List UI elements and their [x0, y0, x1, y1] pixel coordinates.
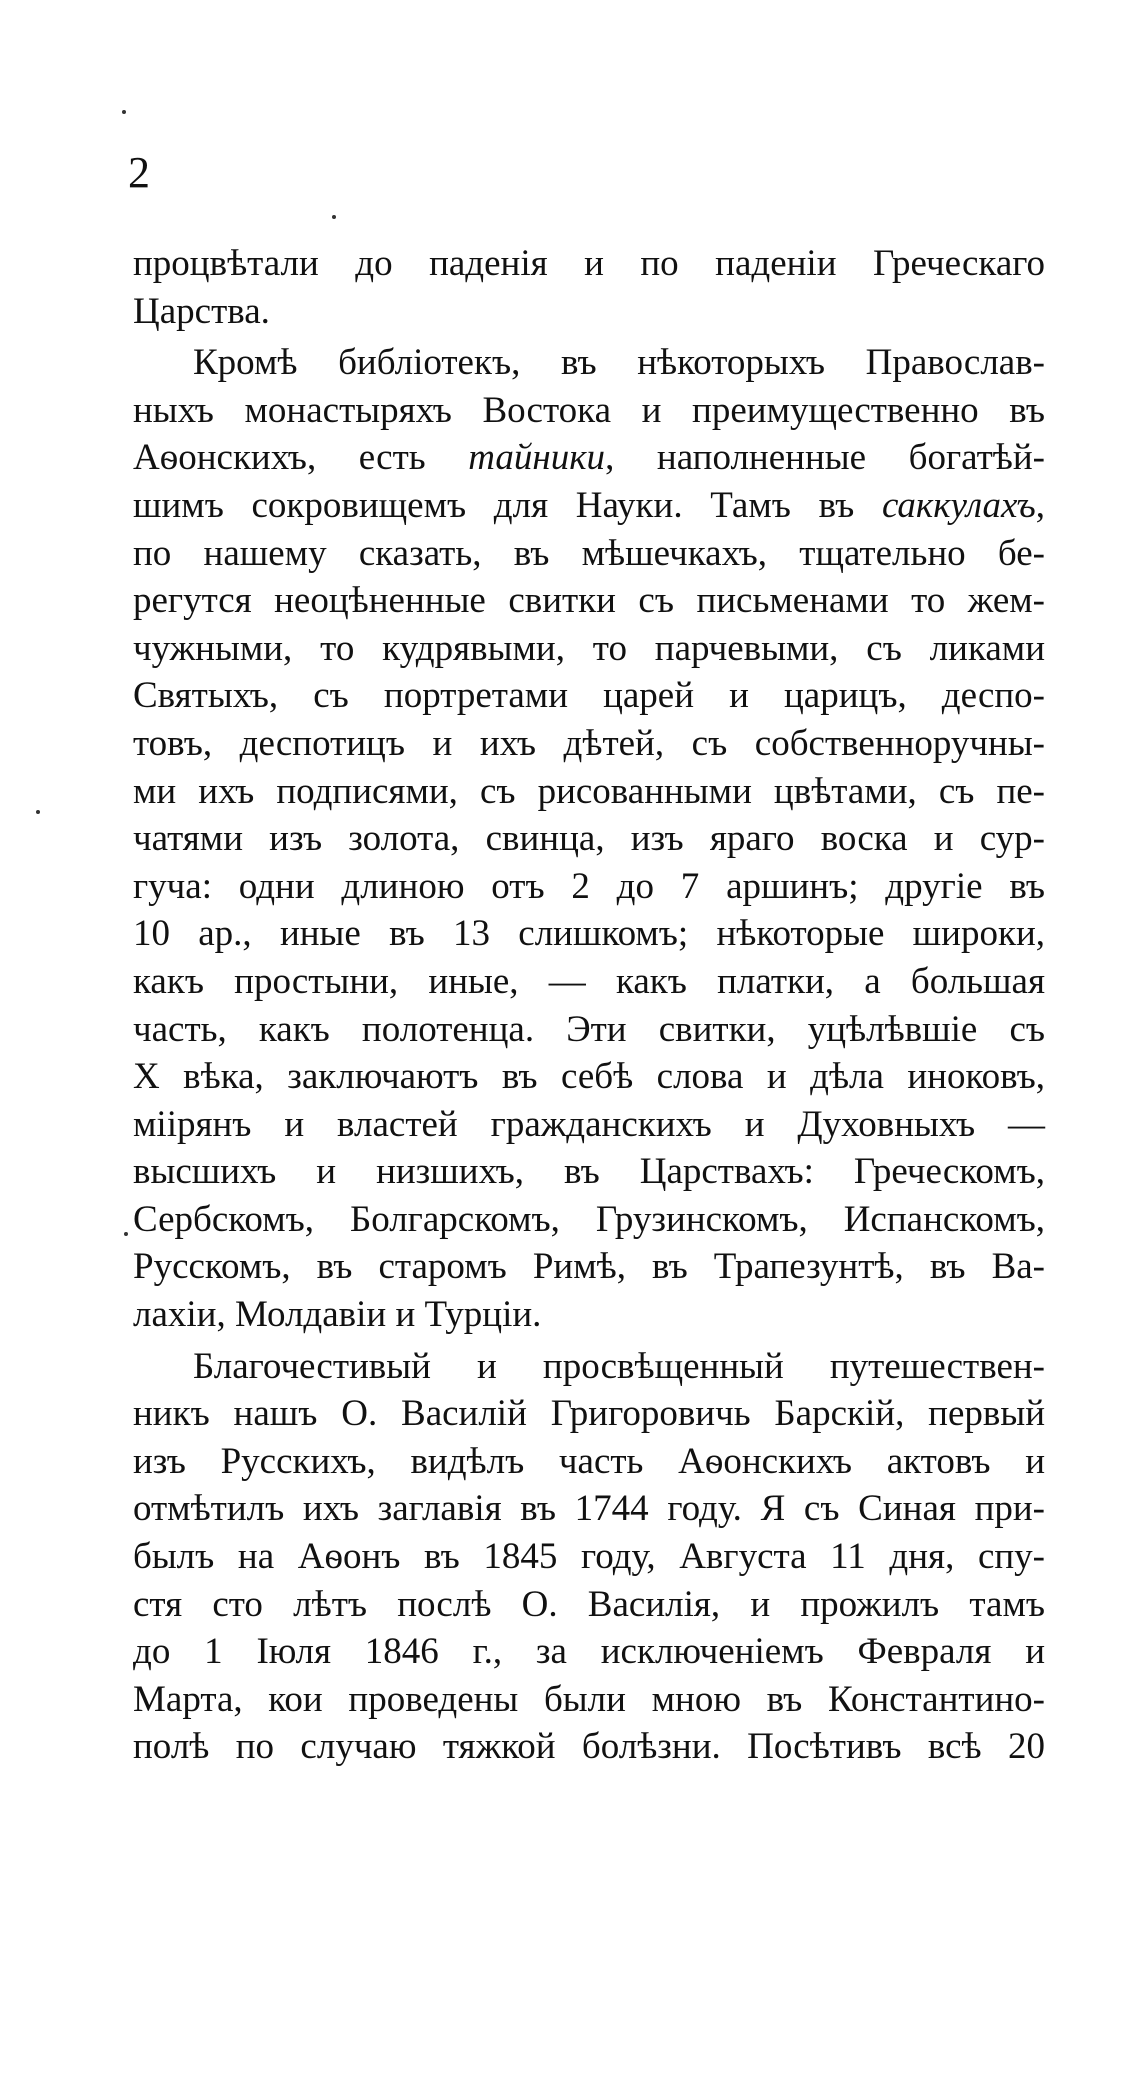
text-line: до 1 Іюля 1846 г., за исключеніемъ Февраля и	[133, 1631, 1045, 1673]
text-fragment: Аѳонскихъ, есть	[133, 437, 426, 479]
text-line: товъ, деспотицъ и ихъ дѣтей, съ собственноручны-	[133, 722, 1045, 764]
text-line: высшихъ и низшихъ, въ Царствахъ: Греческомъ,	[133, 1151, 1045, 1193]
text-line: былъ на Аѳонъ въ 1845 году, Августа 11 дня, спу-	[133, 1536, 1045, 1578]
text-line: изъ Русскихъ, видѣлъ часть Аѳонскихъ актовъ и	[133, 1440, 1045, 1482]
text-line: полѣ по случаю тяжкой болѣзни. Посѣтивъ всѣ 20	[133, 1726, 1045, 1768]
print-speck	[36, 810, 40, 814]
text-line: чатями изъ золота, свинца, изъ яраго воска и сур-	[133, 818, 1045, 860]
text-line: отмѣтилъ ихъ заглавія въ 1744 году. Я съ Синая при-	[133, 1488, 1045, 1530]
page-number: 2	[128, 148, 150, 197]
text-line: какъ простыни, иные, — какъ платки, а большая	[133, 960, 1045, 1002]
italic-term: саккулахъ	[881, 484, 1036, 526]
text-line: Святыхъ, съ портретами царей и царицъ, деспо-	[133, 675, 1045, 717]
print-speck	[122, 110, 126, 114]
text-line: Благочестивый и просвѣщенный путешествен-	[193, 1345, 1045, 1387]
text-line: лахіи, Молдавіи и Турціи.	[133, 1294, 542, 1336]
text-line: процвѣтали до паденія и по паденіи Греческаго	[133, 243, 1045, 284]
text-line: стя сто лѣтъ послѣ О. Василія, и прожилъ тамъ	[133, 1583, 1045, 1625]
text-line: міірянъ и властей гражданскихъ и Духовныхъ —	[133, 1103, 1045, 1145]
text-line: ныхъ монастыряхъ Востока и преимущественно въ	[133, 389, 1045, 431]
text-line	[133, 434, 1045, 482]
italic-term: тайники	[468, 437, 606, 479]
text-line: никъ нашъ О. Василій Григоровичь Барскій, первый	[133, 1393, 1045, 1435]
text-line: регутся неоцѣненные свитки съ письменами то жем-	[133, 580, 1045, 622]
text-line: 10 ар., иные въ 13 слишкомъ; нѣкоторые широки,	[133, 913, 1045, 955]
text-line: Царства.	[133, 290, 270, 332]
print-speck	[332, 215, 336, 219]
text-line	[133, 482, 1045, 530]
text-line: ми ихъ подписями, съ рисованными цвѣтами, съ пе-	[133, 770, 1045, 812]
text-line: Русскомъ, въ старомъ Римѣ, въ Трапезунтѣ, въ Ва-	[133, 1246, 1045, 1288]
text-line: гуча: одни длиною отъ 2 до 7 аршинъ; другіе въ	[133, 865, 1045, 907]
print-speck	[124, 1232, 128, 1236]
text-line: Сербскомъ, Болгарскомъ, Грузинскомъ, Испанскомъ,	[133, 1198, 1045, 1240]
text-line: по нашему сказать, въ мѣшечкахъ, тщательно бе-	[133, 532, 1045, 574]
text-line: чужными, то кудрявыми, то парчевыми, съ ликами	[133, 627, 1045, 669]
text-line: часть, какъ полотенца. Эти свитки, уцѣлѣвшіе съ	[133, 1008, 1045, 1050]
text-fragment: , наполненные богатѣй-	[605, 437, 1045, 479]
text-fragment: шимъ сокровищемъ для Науки. Тамъ въ	[133, 484, 855, 526]
text-fragment: ,	[1035, 484, 1045, 526]
text-line: Марта, кои проведены были мною въ Константино-	[133, 1678, 1045, 1720]
text-line: X вѣка, заключаютъ въ себѣ слова и дѣла иноковъ,	[133, 1056, 1045, 1098]
text-line: Кромѣ библіотекъ, въ нѣкоторыхъ Православ-	[193, 342, 1045, 384]
body-text	[133, 240, 1045, 1771]
